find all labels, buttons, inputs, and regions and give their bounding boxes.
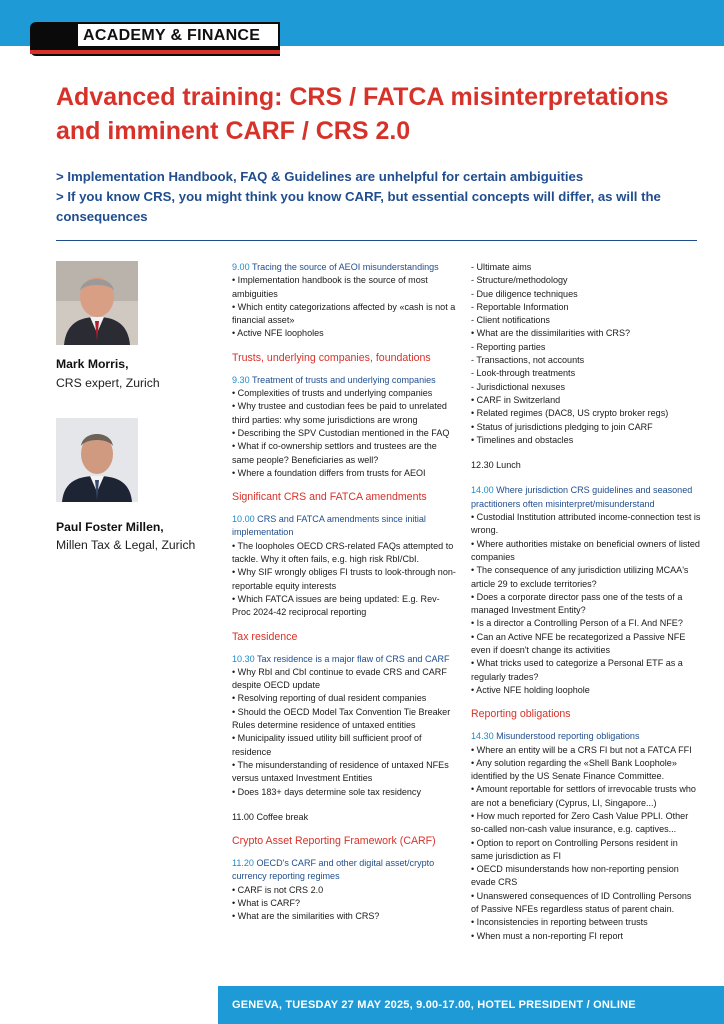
list-item: - Structure/methodology (471, 275, 568, 286)
list-item: • Inconsistencies in reporting between trusts (471, 917, 648, 928)
list-item: • CARF is not CRS 2.0 (232, 884, 324, 895)
list-item: • What if co-ownership settlors and trustees are the same people? Beneficiaries as well? (232, 441, 437, 465)
session-heading: 9.30 Treatment of trusts and underlying companies (232, 374, 436, 385)
list-item: • Custodial Institution attributed income-connection test is wrong. (471, 512, 701, 536)
speaker-name: Mark Morris, (56, 357, 129, 371)
list-item: • Complexities of trusts and underlying companies (232, 388, 433, 399)
brand-logo (30, 22, 280, 56)
lunch-break: 12.30 Lunch (471, 460, 521, 471)
list-item: • What are the dissimilarities with CRS? (471, 328, 631, 339)
list-item: • Describing the SPV Custodian mentioned in the FAQ (232, 427, 450, 438)
list-item: • What is CARF? (232, 897, 301, 908)
list-item: - Jurisdictional nexuses (471, 381, 566, 392)
list-item: • Should the OECD Model Tax Convention Tie Breaker Rules determine residence of untaxed entities (232, 706, 451, 731)
list-item: • Why trustee and custodian fees be paid to unrelated third parties: why some jurisdictions are wrong (232, 401, 447, 425)
lead-line: > Implementation Handbook, FAQ & Guidelines are unhelpful for certain ambiguities (56, 169, 584, 184)
event-footer: GENEVA, TUESDAY 27 MAY 2025, 9.00-17.00, HOTEL PRESIDENT / ONLINE (218, 986, 724, 1024)
list-item: • How much reported for Zero Cash Value PPLI. Other so-called non-cash value insurance, e.g. captives... (471, 810, 689, 835)
list-item: • The loopholes OECD CRS-related FAQs attempted to tackle. Why it often fails, e.g. high risk RbI/CbI. (232, 540, 454, 565)
list-item: • Which FATCA issues are being updated: E.g. Rev-Proc 2024-42 reciprocal reporting (232, 593, 440, 618)
list-item: • When must a non-reporting FI report (471, 930, 624, 941)
list-item: • Municipality issued utility bill sufficient proof of residence (232, 733, 422, 757)
list-item: • Amount reportable for settlors of irrevocable trusts who are not a beneficiary (Cyprus, LI, Singapore...) (471, 784, 696, 808)
lead-line: > If you know CRS, you might think you know CARF, but essential concepts will differ, as will the consequences (56, 189, 661, 224)
list-item: • Can an Active NFE be recategorized a Passive NFE even if doesn't change its activities (471, 631, 686, 656)
session-heading: 11.20 OECD's CARF and other digital asset/crypto currency reporting regimes (232, 858, 435, 882)
list-item: • Where an entity will be a CRS FI but not a FATCA FFI (471, 744, 692, 755)
list-item: • Is a director a Controlling Person of a FI. And NFE? (471, 618, 683, 629)
list-item: • Where a foundation differs from trusts for AEOI (232, 467, 426, 478)
list-item: • What are the similarities with CRS? (232, 911, 380, 922)
session-heading: 14.30 Misunderstood reporting obligations (471, 731, 640, 742)
speaker-name: Paul Foster Millen, (56, 520, 164, 534)
list-item: • Why SIF wrongly obliges FI trusts to look-through non-reportable equity interests (232, 567, 456, 591)
list-item: • Option to report on Controlling Persons resident in same jurisdiction as FI (471, 837, 678, 861)
session-heading: 14.00 Where jurisdiction CRS guidelines and seasoned practitioners often misinterpret/misunderstand (471, 485, 693, 509)
section-heading: Crypto Asset Reporting Framework (CARF) (232, 835, 436, 848)
coffee-break: 11.00 Coffee break (232, 811, 309, 822)
list-item: - Due diligence techniques (471, 288, 578, 299)
speaker-role: Millen Tax & Legal, Zurich (56, 538, 196, 552)
list-item: - Client notifications (471, 315, 550, 326)
list-item: • Does a corporate director pass one of the tests of a managed Investment Entity? (471, 591, 683, 616)
section-heading: Reporting obligations (471, 708, 571, 721)
list-item: • OECD misunderstands how non-reporting pension evade CRS (471, 864, 679, 888)
list-item: • Unanswered consequences of ID Controlling Persons of Passive NFEs regardless status of parent chain. (471, 890, 692, 915)
section-heading: Significant CRS and FATCA amendments (232, 491, 427, 504)
list-item: - Look-through treatments (471, 368, 576, 379)
section-heading: Trusts, underlying companies, foundations (232, 351, 431, 364)
session-heading: 10.00 CRS and FATCA amendments since initial implementation (232, 514, 426, 538)
page-title: Advanced training: CRS / FATCA misinterpretations and imminent CARF / CRS 2.0 (56, 83, 669, 145)
brand-underline (30, 50, 280, 54)
list-item: • Related regimes (DAC8, US crypto broker regs) (471, 408, 669, 419)
section-heading: Tax residence (232, 630, 298, 643)
list-item: • Implementation handbook is the source of most ambiguities (232, 275, 428, 299)
list-item: - Reporting parties (471, 341, 546, 352)
speaker-photo (56, 418, 138, 502)
session-heading: 9.00 Tracing the source of AEOI misunderstandings (232, 262, 439, 272)
list-item: • Does 183+ days determine sole tax residency (232, 786, 421, 797)
list-item: • Active NFE holding loophole (471, 684, 590, 695)
list-item: • Why RbI and CbI continue to evade CRS and CARF despite OECD update (232, 666, 447, 691)
list-item: • Timelines and obstacles (471, 434, 574, 445)
speaker-photo (56, 261, 138, 345)
list-item: • Where authorities mistake on beneficial owners of listed companies (471, 538, 700, 562)
list-item: • Resolving reporting of dual resident companies (232, 693, 427, 704)
list-item: • Active NFE loopholes (232, 328, 324, 339)
list-item: - Reportable Information (471, 301, 569, 312)
program-column-1 (232, 261, 458, 924)
lead-text (56, 167, 706, 227)
list-item: • Any solution regarding the «Shell Bank Loophole» identified by the US Senate Finance Committee. (471, 757, 677, 782)
brand-text: ACADEMY & FINANCE (78, 24, 278, 46)
list-item: • CARF in Switzerland (471, 394, 561, 405)
list-item: • Status of jurisdictions pledging to join CARF (471, 421, 653, 432)
divider (56, 240, 697, 241)
speaker-role: CRS expert, Zurich (56, 376, 160, 390)
list-item: - Transactions, not accounts (471, 355, 585, 366)
list-item: • The consequence of any jurisdiction utilizing MCAA's article 29 to exclude territories? (471, 565, 689, 589)
list-item: - Ultimate aims (471, 262, 532, 272)
program-column-2 (471, 261, 701, 943)
list-item: • Which entity categorizations affected by «cash is not a financial asset» (232, 301, 456, 326)
session-heading: 10.30 Tax residence is a major flaw of CRS and CARF (232, 653, 450, 664)
list-item: • What tricks used to categorize a Personal ETF as a regularly trades? (471, 658, 683, 682)
list-item: • The misunderstanding of residence of untaxed NFEs versus untaxed Investment Entities (232, 759, 449, 784)
